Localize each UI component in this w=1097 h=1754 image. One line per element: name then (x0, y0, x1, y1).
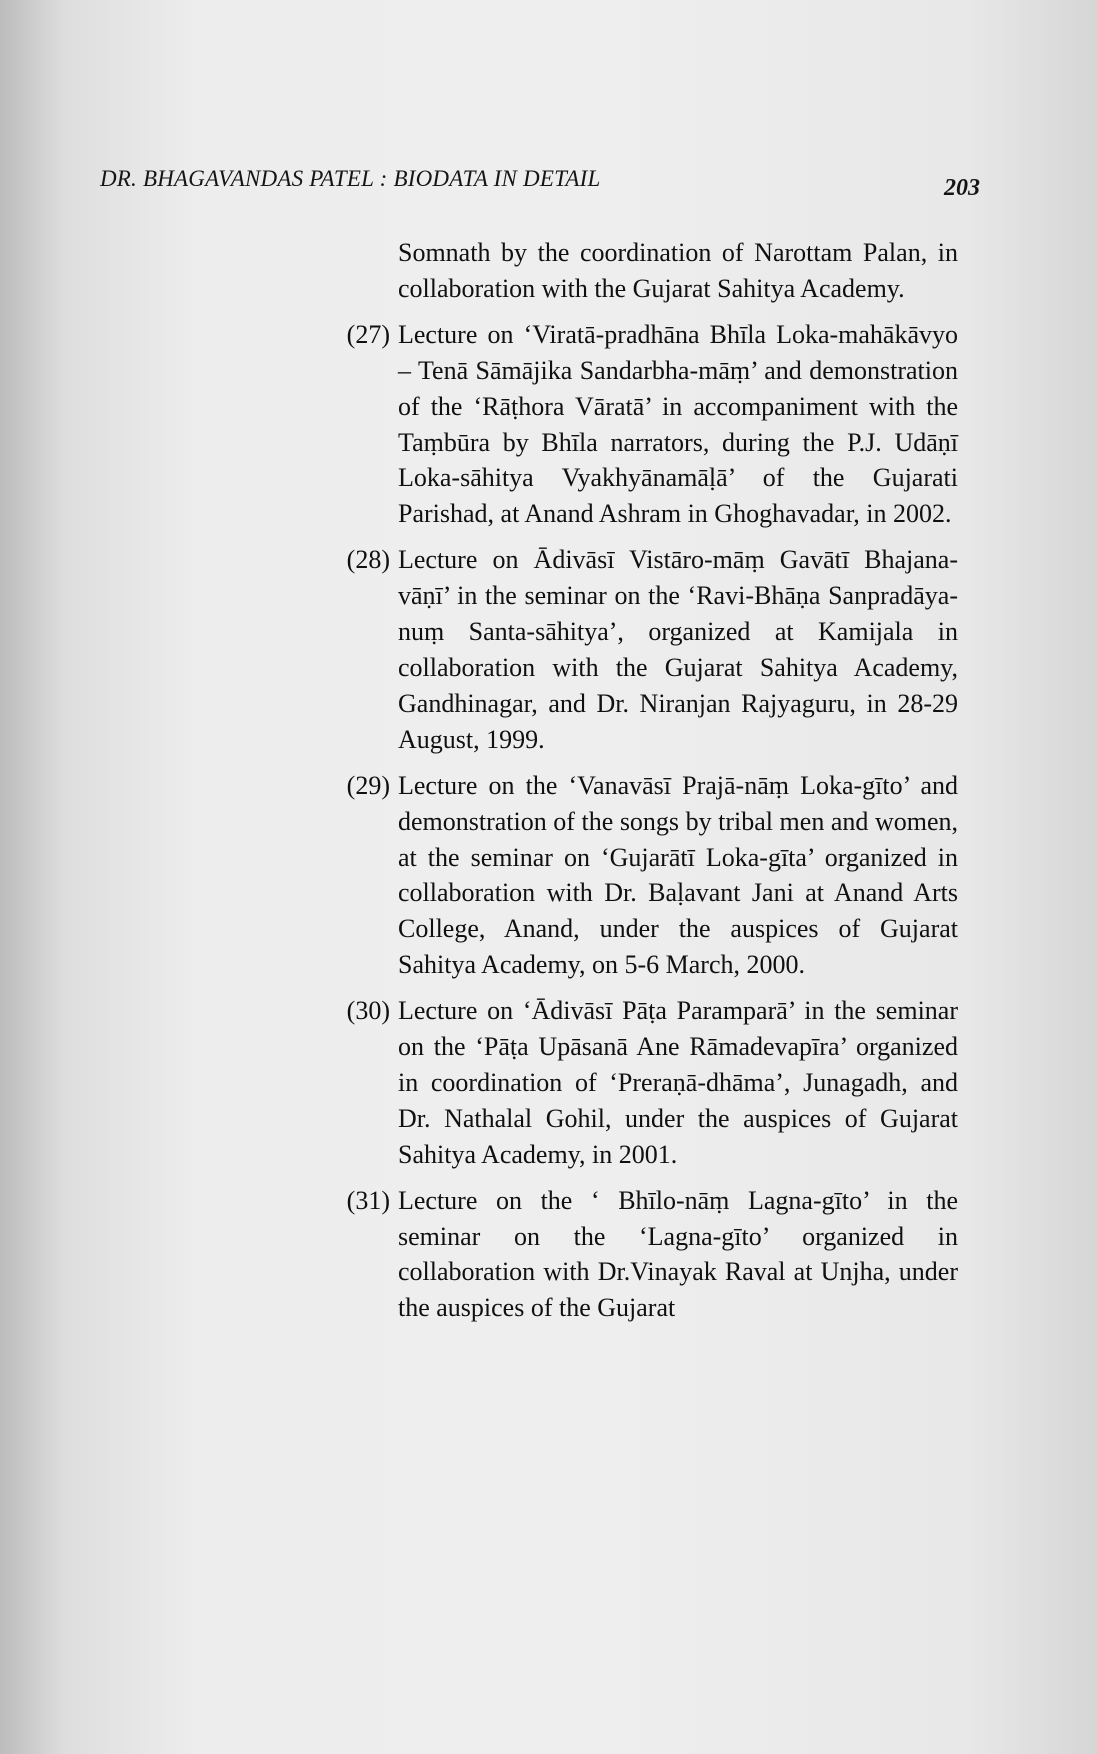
page-header (100, 166, 980, 206)
page-number: 203 (944, 175, 980, 201)
continuation-paragraph: Somnath by the coordination of Narottam Palan, in collaboration with the Gujarat Sahitya Academy. (398, 238, 958, 303)
entry-number: (30) (346, 996, 390, 1026)
entry-text: Lecture on ‘Ādivāsī Pāṭa Paramparā’ in the seminar on the ‘Pāṭa Upāsanā Ane Rāmadevapīra’ organized in coordination of ‘Preraṇā-dhāma’, Junagadh, and Dr. Nathalal Gohil, under the auspices of Gujarat Sahitya Academy, in 2001. (398, 996, 958, 1169)
running-head: DR. BHAGAVANDAS PATEL : BIODATA IN DETAIL (100, 166, 601, 191)
list-item (346, 542, 958, 757)
entry-number: (27) (346, 319, 390, 349)
entry-text: Lecture on the ‘Vanavāsī Prajā-nāṃ Loka-gīto’ and demonstration of the songs by tribal men and women, at the seminar on ‘Gujarātī Loka-gīta’ organized in collaboration with Dr. Baḷavant Jani at Anand Arts College, Anand, under the auspices of Gujarat Sahitya Academy, on 5-6 March, 2000. (398, 770, 958, 980)
list-item (346, 993, 958, 1173)
body-text (346, 235, 958, 1336)
list-item (346, 768, 958, 983)
entry-number: (31) (346, 1185, 390, 1215)
entry-number: (29) (346, 770, 390, 800)
entry-text: Lecture on the ‘ Bhīlo-nāṃ Lagna-gīto’ in the seminar on the ‘Lagna-gīto’ organized in collaboration with Dr.Vinayak Raval at Unjha, under the auspices of the Gujarat (398, 1185, 958, 1323)
entry-text: Lecture on ‘Viratā-pradhāna Bhīla Loka-mahākāvyo – Tenā Sāmājika Sandarbha-māṃ’ and demonstration of the ‘Rāṭhora Vāratā’ in accompaniment with the Taṃbūra by Bhīla narrators, during the P.J. Udāṇī Loka-sāhitya Vyakhyānamāḷā’ of the Gujarati Parishad, at Anand Ashram in Ghoghavadar, in 2002. (398, 319, 958, 529)
entry-number: (28) (346, 545, 390, 575)
list-item (346, 317, 958, 532)
list-item (346, 1183, 958, 1327)
entry-text: Lecture on Ādivāsī Vistāro-māṃ Gavātī Bhajana-vāṇī’ in the seminar on the ‘Ravi-Bhāṇa Sanpradāya-nuṃ Santa-sāhitya’, organized at Kamijala in collaboration with the Gujarat Sahitya Academy, Gandhinagar, and Dr. Niranjan Rajyaguru, in 28-29 August, 1999. (398, 545, 958, 754)
